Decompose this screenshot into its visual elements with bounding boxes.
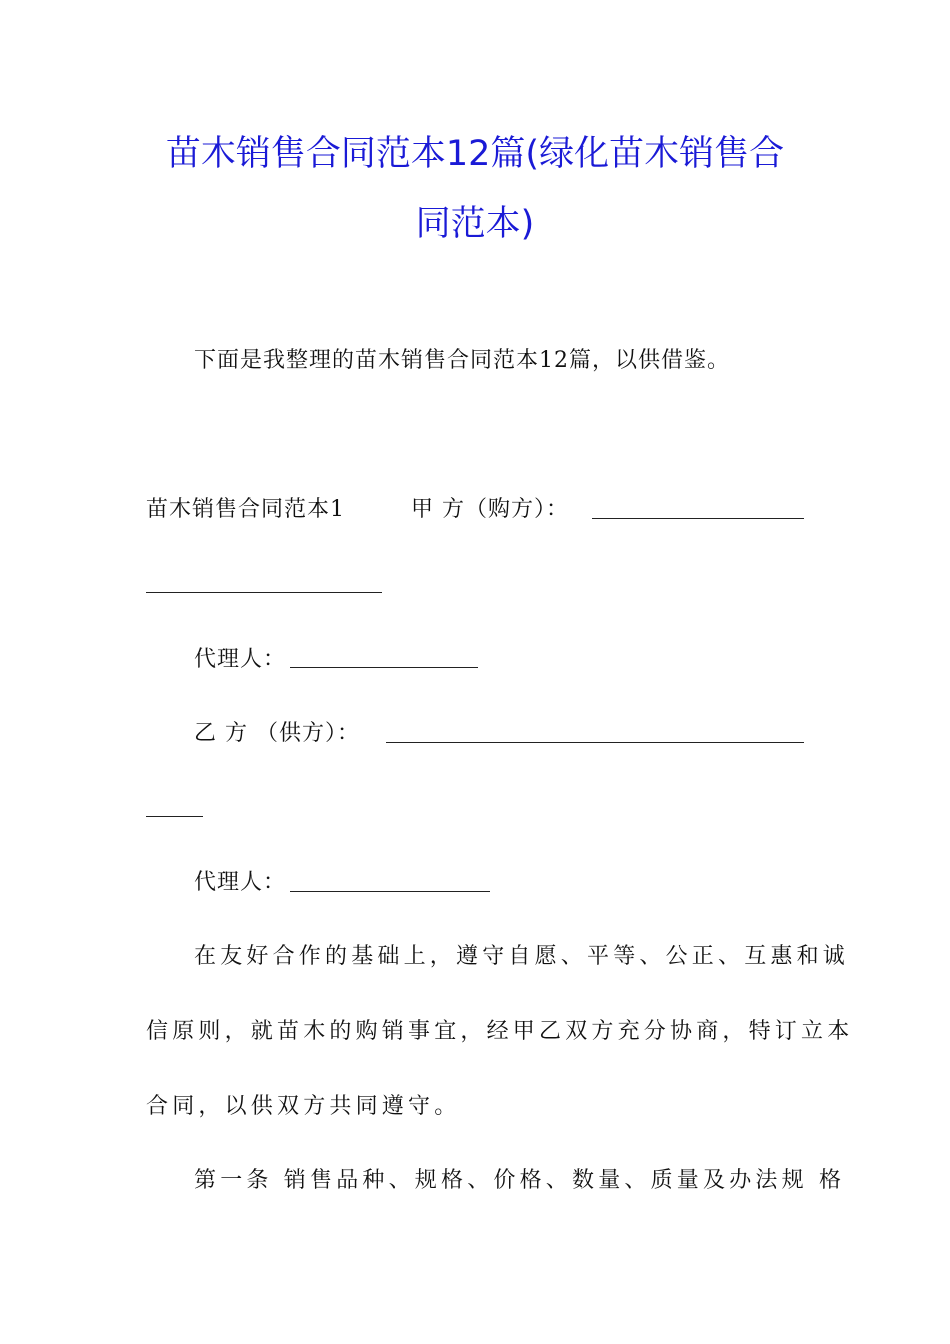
party-a-blank — [592, 518, 804, 519]
party-b-label: 乙 方 （供方）： — [194, 721, 360, 746]
party-a-blank-continued — [146, 592, 382, 593]
agent-label-2: 代理人： — [194, 870, 287, 895]
agent-label-1: 代理人： — [194, 647, 287, 672]
party-a-label: 甲 方（购方）： — [411, 497, 569, 522]
paragraph-1-line-1: 在友好合作的基础上，遵守自愿、平等、公正、互惠和诚 — [194, 944, 850, 969]
document-title-line-2: 同范本) — [415, 204, 535, 244]
paragraph-1-line-3: 合同，以供双方共同遵守。 — [146, 1094, 461, 1119]
party-b-blank-continued — [146, 816, 203, 817]
contract-heading: 苗木销售合同范本1 — [146, 497, 345, 522]
intro-paragraph: 下面是我整理的苗木销售合同范本12篇，以供借鉴。 — [194, 348, 730, 373]
paragraph-1-line-2: 信原则，就苗木的购销事宜，经甲乙双方充分协商，特订立本 — [146, 1019, 854, 1044]
article-1-heading: 第一条 销售品种、规格、价格、数量、质量及办法规 格 — [194, 1168, 846, 1193]
document-title-line-1: 苗木销售合同范本12篇(绿化苗木销售合 — [165, 134, 785, 174]
agent-1-blank — [290, 667, 478, 668]
party-b-blank — [386, 742, 804, 743]
agent-2-blank — [290, 891, 490, 892]
